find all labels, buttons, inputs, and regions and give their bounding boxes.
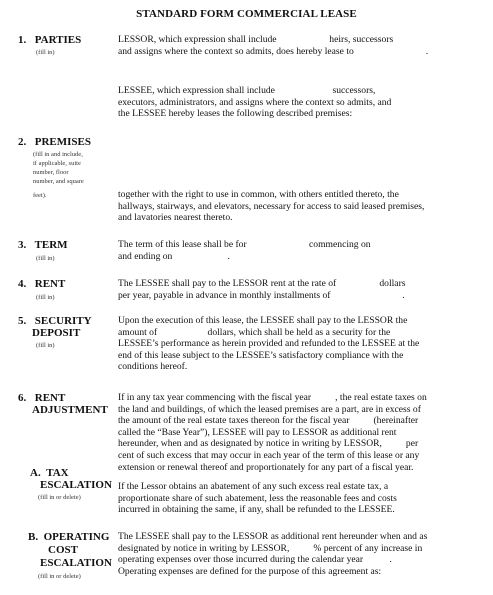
subsection-letter: A. bbox=[30, 467, 41, 479]
section-label: PARTIES bbox=[34, 34, 82, 46]
section-label: RENT bbox=[34, 392, 66, 404]
security-text: Upon the execution of this lease, the LESSEE shall pay to the LESSOR the amount of dollars, which shall be held as a security for the LESSEE’s performance as herein provided and refunded to the LESSEE at the end of this lease subject to the LESSEE’s satisfactory compliance with the conditions hereof. bbox=[118, 315, 420, 373]
section-number: 3. bbox=[18, 239, 27, 251]
section-term-heading bbox=[18, 239, 68, 251]
fill-hint: (fill in) bbox=[36, 49, 55, 56]
section-label: SECURITY bbox=[34, 315, 92, 327]
section-number: 4. bbox=[18, 278, 27, 290]
section-number: 6. bbox=[18, 392, 27, 404]
section-number: 1. bbox=[18, 34, 27, 46]
subsection-operating-heading-line3: ESCALATION bbox=[40, 557, 112, 569]
subsection-operating-heading bbox=[28, 531, 109, 543]
fill-hint: (fill in or delete) bbox=[38, 494, 81, 501]
premises-text: together with the right to use in common, with others entitled thereto, the hallways, stairways, and elevators, necessary for access to said leased premises, and lavatories nearest thereto. bbox=[118, 189, 425, 224]
parties-lessee-text: LESSEE, which expression shall include successors, executors, administrators, and assigns where the context so admits, and the LESSEE hereby leases the following described premises: bbox=[118, 85, 392, 120]
section-label: PREMISES bbox=[34, 136, 91, 148]
fill-hint: (fill in) bbox=[36, 294, 55, 301]
premises-fill-hint-4: number, and square bbox=[33, 178, 84, 185]
premises-fill-hint-5: feet). bbox=[33, 192, 47, 199]
parties-lessor-text: LESSOR, which expression shall include heirs, successors and assigns where the context so admits, does hereby lease to . bbox=[118, 34, 429, 57]
section-number: 5. bbox=[18, 315, 27, 327]
section-label: RENT bbox=[34, 278, 66, 290]
rent-adjustment-text: If in any tax year commencing with the fiscal year , the real estate taxes on the land and buildings, of which the leased premises are a part, are in excess of the amount of the real estate taxes thereon for the fiscal year (hereinafter called the “Base Year”), LESSEE will pay to LESSOR as additional rent hereunder, when and as designated by notice in writing by LESSOR, per cent of such excess that may occur in each year of the term of this lease or any extension or renewal thereof and proportionately for any part of a fiscal year. bbox=[118, 392, 427, 473]
document-title: STANDARD FORM COMMERCIAL LEASE bbox=[136, 8, 357, 20]
section-parties-heading bbox=[18, 34, 81, 46]
section-security-heading bbox=[18, 315, 92, 327]
subsection-letter: B. bbox=[28, 531, 39, 543]
fill-hint: (fill in) bbox=[36, 342, 55, 349]
tax-escalation-text: If the Lessor obtains an abatement of any such excess real estate tax, a proportionate share of such abatement, less the reasonable fees and costs incurred in obtaining the same, if any, shall be refunded to the LESSEE. bbox=[118, 481, 397, 516]
premises-fill-hint-3: number, floor bbox=[33, 169, 69, 176]
subsection-tax-heading bbox=[30, 467, 69, 479]
fill-hint: (fill in) bbox=[36, 255, 55, 262]
section-rent-adjustment-heading bbox=[18, 392, 65, 404]
section-rent-heading bbox=[18, 278, 65, 290]
premises-fill-hint-2: if applicable, suite bbox=[33, 160, 81, 167]
operating-cost-text: The LESSEE shall pay to the LESSOR as additional rent hereunder when and as designated by notice in writing by LESSOR, % percent of any increase in operating expenses over those incurred during the calendar year . Operating expenses are defined for the purpose of this agreement as: bbox=[118, 531, 428, 577]
term-text: The term of this lease shall be for commencing on and ending on . bbox=[118, 239, 371, 262]
section-premises-heading bbox=[18, 136, 91, 148]
subsection-tax-heading-line2: ESCALATION bbox=[40, 479, 112, 491]
subsection-label: OPERATING bbox=[43, 531, 110, 543]
rent-text: The LESSEE shall pay to the LESSOR rent at the rate of dollars per year, payable in advance in monthly installments of . bbox=[118, 278, 406, 301]
section-number: 2. bbox=[18, 136, 27, 148]
fill-hint: (fill in or delete) bbox=[38, 573, 81, 580]
section-label: TERM bbox=[34, 239, 68, 251]
premises-fill-hint-1: (fill in and include, bbox=[33, 151, 83, 158]
section-security-heading-line2: DEPOSIT bbox=[32, 327, 81, 339]
subsection-operating-heading-line2: COST bbox=[48, 544, 78, 556]
subsection-label: TAX bbox=[46, 467, 69, 479]
section-rent-adjustment-heading-line2: ADJUSTMENT bbox=[32, 404, 108, 416]
